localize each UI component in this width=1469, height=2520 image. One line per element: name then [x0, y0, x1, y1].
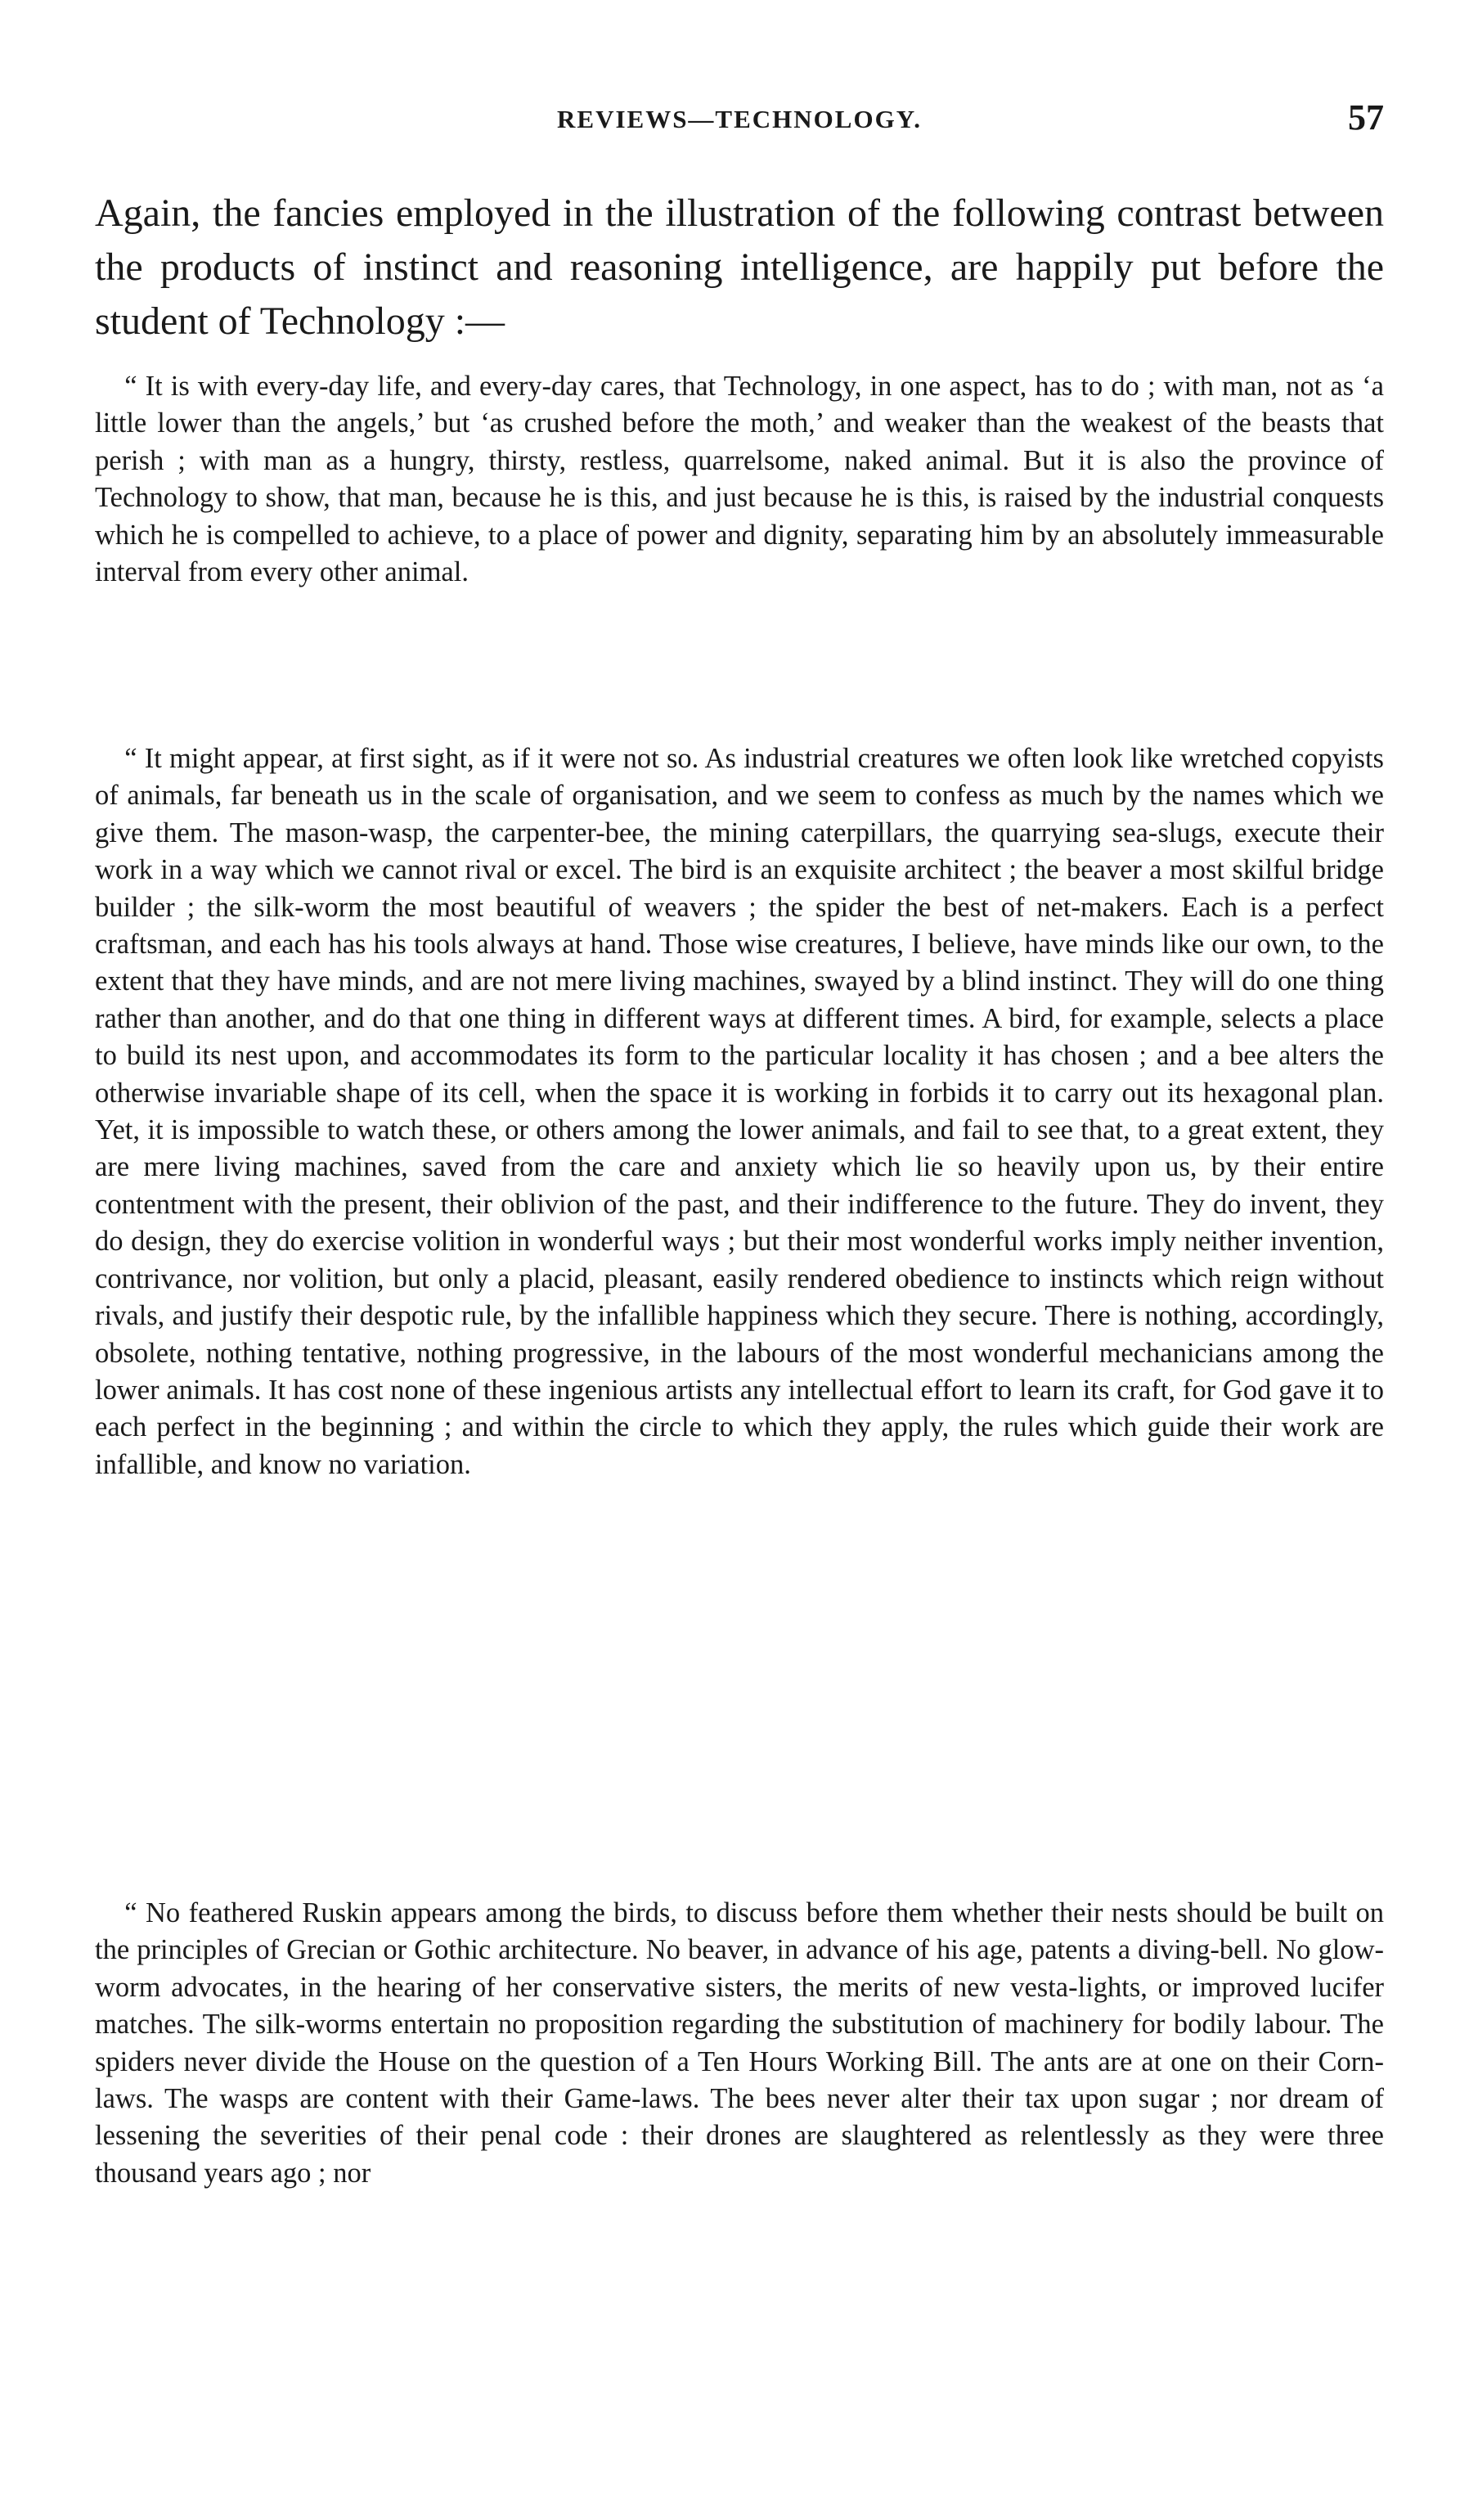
- running-title: REVIEWS—TECHNOLOGY.: [557, 105, 922, 133]
- quoted-paragraph-3: “ No feathered Ruskin appears among the birds, to discuss before them whether their nests should be built on the principles of Grecian or Gothic architecture. No beaver, in advance of his age, patents a diving-bell. No glow-worm advocates, in the hearing of her conservative sisters, the merits of new vesta-lights, or improved lucifer matches. The silk-worms entertain no proposition regarding the substitution of machinery for bodily labour. The spiders never divide the House on the question of a Ten Hours Working Bill. The ants are at one on their Corn-laws. The wasps are content with their Game-laws. The bees never alter their tax upon sugar ; nor dream of lessening the severities of their penal code : their drones are slaughtered as relentlessly as they were three thousand years ago ; nor: [95, 1897, 1384, 2189]
- lead-paragraph: Again, the fancies employed in the illustration of the following contrast between the products of instinct and reasoning intelligence, are happily put before the student of Technology :—: [95, 191, 1384, 343]
- quoted-paragraph-1: “ It is with every-day life, and every-day cares, that Technology, in one aspect, has to do ; with man, not as ‘a little lower than the angels,’ but ‘as crushed before the moth,’ and weaker than the weakest of the beasts that perish ; with man as a hungry, thirsty, restless, quarrelsome, naked animal. But it is also the province of Technology to show, that man, because he is this, and just because he is this, is raised by the industrial conquests which he is compelled to achieve, to a place of power and dignity, separating him by an absolutely immeasurable interval from every other animal.: [95, 371, 1384, 588]
- running-head: [95, 97, 1384, 146]
- page-number: 57: [1348, 97, 1384, 137]
- quoted-paragraph-2: “ It might appear, at first sight, as if it were not so. As industrial creatures we often look like wretched copyists of animals, far beneath us in the scale of organisation, and we seem to confess as much by the names which we give them. The mason-wasp, the carpenter-bee, the mining caterpillars, the quarrying sea-slugs, execute their work in a way which we cannot rival or excel. The bird is an exquisite architect ; the beaver a most skilful bridge builder ; the silk-worm the most beautiful of weavers ; the spider the best of net-makers. Each is a perfect craftsman, and each has his tools always at hand. Those wise creatures, I believe, have minds like our own, to the extent that they have minds, and are not mere living machines, swayed by a blind instinct. They will do one thing rather than another, and do that one thing in different ways at different times. A bird, for example, selects a place to build its nest upon, and accommodates its form to the particular locality it has chosen ; and a bee alters the otherwise invariable shape of its cell, when the space it is working in forbids it to carry out its hexagonal plan. Yet, it is impossible to watch these, or others among the lower animals, and fail to see that, to a great extent, they are mere living machines, saved from the care and anxiety which lie so heavily upon us, by their entire contentment with the present, their oblivion of the past, and their indifference to the future. They do invent, they do design, they do exercise volition in wonderful ways ; but their most wonderful works imply neither invention, contrivance, nor volition, but only a placid, pleasant, easily rendered obedience to instincts which reign without rivals, and justify their despotic rule, by the infallible happiness which they secure. There is nothing, accordingly, obsolete, nothing tentative, nothing progressive, in the labours of the most wonderful mechanicians among the lower animals. It has cost none of these ingenious artists any intellectual effort to learn its craft, for God gave it to each perfect in the beginning ; and within the circle to which they apply, the rules which guide their work are infallible, and know no variation.: [95, 743, 1384, 1480]
